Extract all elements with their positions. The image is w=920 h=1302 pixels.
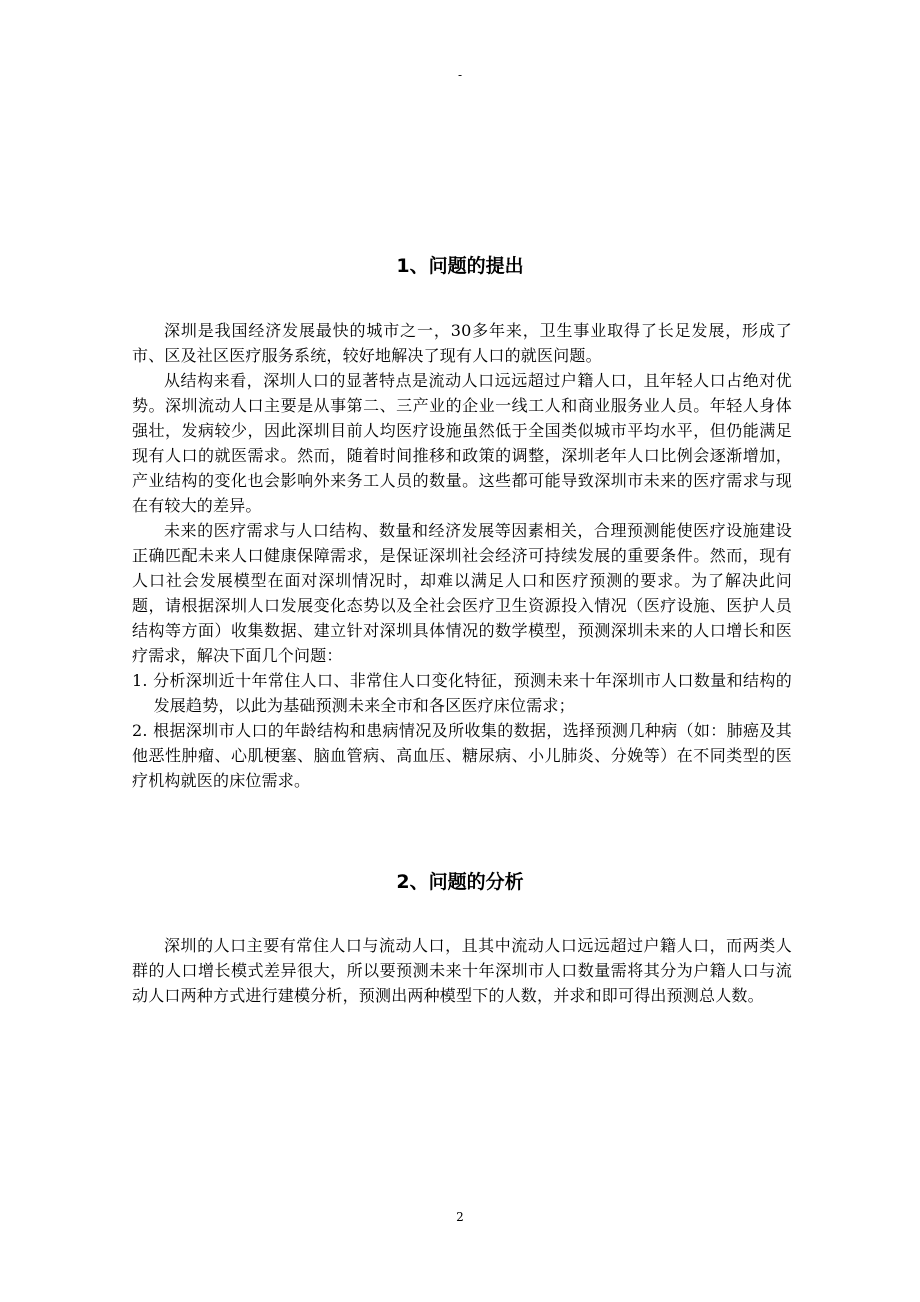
question-item-2: 2. 根据深圳市人口的年龄结构和患病情况及所收集的数据，选择预测几种病（如：肺癌及其他恶性肿瘤、心肌梗塞、脑血管病、高血压、糖尿病、小儿肺炎、分娩等）在不同类型的医疗机构就医的床位需求。 <box>132 721 792 790</box>
section-heading-problem-statement: 1、问题的提出 <box>396 255 524 277</box>
section-heading-problem-analysis: 2、问题的分析 <box>396 871 524 893</box>
question-item-1: 1. 分析深圳近十年常住人口、非常住人口变化特征，预测未来十年深圳市人口数量和结构的发展趋势，以此为基础预测未来全市和各区医疗床位需求； <box>132 671 792 715</box>
body-paragraph: 深圳的人口主要有常住人口与流动人口，且其中流动人口远远超过户籍人口，而两类人群的人口增长模式差异很大，所以要预测未来十年深圳市人口数量需将其分为户籍人口与流动人口两种方式进行建模分析，预测出两种模型下的人数，并求和即可得出预测总人数。 <box>132 936 792 1005</box>
section-body-problem-statement <box>132 318 792 793</box>
body-paragraph: 深圳是我国经济发展最快的城市之一，30多年来，卫生事业取得了长足发展，形成了市、区及社区医疗服务系统，较好地解决了现有人口的就医问题。 <box>132 321 792 365</box>
section-body-problem-analysis <box>132 933 792 1008</box>
page-number: 2 <box>456 1210 464 1224</box>
body-paragraph: 从结构来看，深圳人口的显著特点是流动人口远远超过户籍人口，且年轻人口占绝对优势。深圳流动人口主要是从事第二、三产业的企业一线工人和商业服务业人员。年轻人身体强壮，发病较少，因此深圳目前人均医疗设施虽然低于全国类似城市平均水平，但仍能满足现有人口的就医需求。然而，随着时间推移和政策的调整，深圳老年人口比例会逐渐增加，产业结构的变化也会影响外来务工人员的数量。这些都可能导致深圳市未来的医疗需求与现在有较大的差异。 <box>132 371 792 515</box>
page-header-mark: - <box>457 68 463 82</box>
body-paragraph: 未来的医疗需求与人口结构、数量和经济发展等因素相关，合理预测能使医疗设施建设正确匹配未来人口健康保障需求，是保证深圳社会经济可持续发展的重要条件。然而，现有人口社会发展模型在面对深圳情况时，却难以满足人口和医疗预测的要求。为了解决此问题，请根据深圳人口发展变化态势以及全社会医疗卫生资源投入情况（医疗设施、医护人员结构等方面）收集数据、建立针对深圳具体情况的数学模型，预测深圳未来的人口增长和医疗需求，解决下面几个问题： <box>132 521 792 665</box>
